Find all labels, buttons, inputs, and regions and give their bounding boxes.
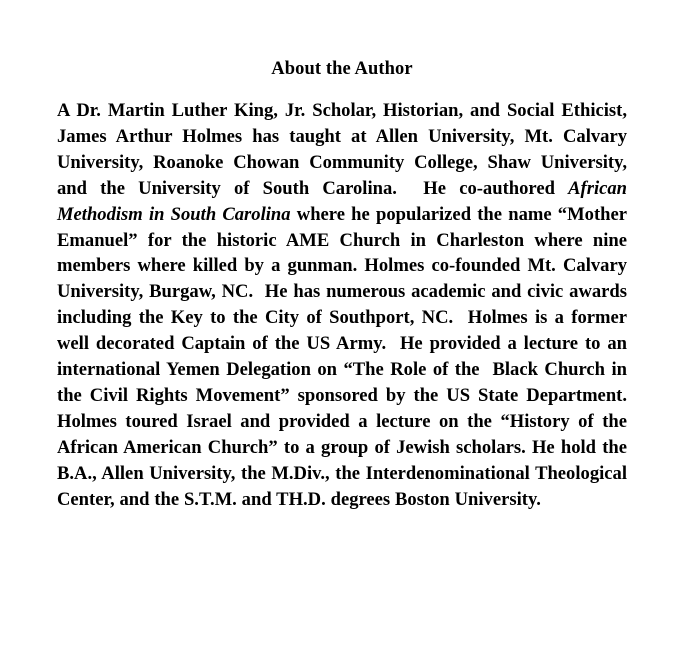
about-the-author-paragraph bbox=[57, 98, 632, 513]
paragraph-segment-rest: where he popularized the name “Mother Emanuel” for the historic AME Church in Charleston where nine members where killed by a gunman. Holmes co-founded Mt. Calvary University, Burgaw, NC. He has numerous academic and civic awards including the Key to the City of Southport, NC. Holmes is a former well decorated Captain of the US Army. He provided a lecture to an international Yemen Delegation on “The Role of the Black Church in the Civil Rights Movement” sponsored by the US State Department. Holmes toured Israel and provided a lecture on the “History of the African American Church” to a group of Jewish scholars. He hold the B.A., Allen University, the M.Div., the Interdenominational Theological Center, and the S.T.M. and TH.D. degrees Boston University. bbox=[57, 203, 632, 510]
paragraph-segment-intro: A Dr. Martin Luther King, Jr. Scholar, Historian, and Social Ethicist, James Arthur Holmes has taught at Allen University, Mt. Calvary University, Roanoke Chowan Community College, Shaw University, and the University of South Carolina. He co-authored bbox=[57, 100, 632, 199]
book-title-italic: African Methodism in South Carolina bbox=[57, 177, 632, 225]
body-text-block bbox=[57, 98, 632, 513]
page-title: About the Author bbox=[271, 59, 413, 80]
